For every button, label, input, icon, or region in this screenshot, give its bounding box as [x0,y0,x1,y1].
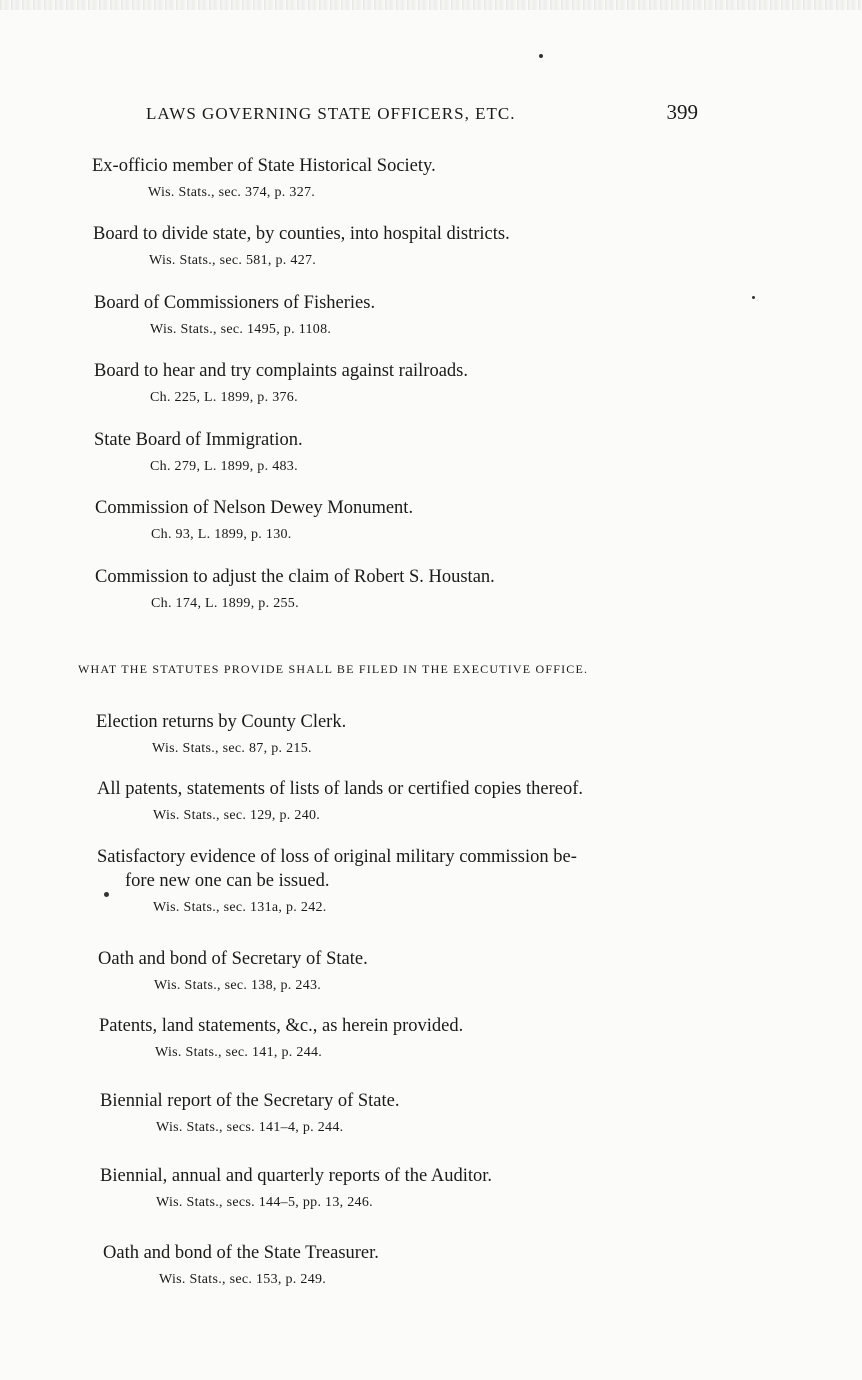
scan-edge-noise [0,0,862,10]
entry-citation: Wis. Stats., sec. 1495, p. 1108. [150,322,332,337]
entry-citation: Wis. Stats., sec. 374, p. 327. [148,185,316,200]
entry-title: Board of Commissioners of Fisheries. [94,293,376,313]
entry-title: Board to hear and try complaints against railroads. [94,361,469,381]
list-item [93,222,510,269]
entry-citation: Wis. Stats., sec. 138, p. 243. [154,978,322,993]
ink-speck [539,54,543,58]
entry-citation: Wis. Stats., sec. 87, p. 215. [152,741,312,756]
list-item [96,710,346,757]
running-title: LAWS GOVERNING STATE OFFICERS, ETC. [146,104,516,123]
entry-citation: Wis. Stats., secs. 144–5, pp. 13, 246. [156,1195,373,1210]
list-item [100,1089,400,1136]
entry-title: Election returns by County Clerk. [96,712,347,732]
list-item [103,1241,379,1288]
entry-title: Oath and bond of Secretary of State. [98,949,368,969]
entry-title: Oath and bond of the State Treasurer. [103,1243,379,1263]
entry-title: Commission to adjust the claim of Robert S. Houstan. [95,567,495,587]
list-item [97,777,583,824]
list-item [99,1014,463,1061]
entry-citation: Wis. Stats., sec. 129, p. 240. [153,808,321,823]
entry-title [97,845,577,893]
list-item [100,1164,492,1211]
list-item [94,359,468,406]
entry-citation: Ch. 174, L. 1899, p. 255. [151,596,299,611]
entry-title: Board to divide state, by counties, into hospital districts. [93,224,510,244]
entry-citation: Wis. Stats., secs. 141–4, p. 244. [156,1120,344,1135]
entry-citation: Wis. Stats., sec. 141, p. 244. [155,1045,323,1060]
list-item [94,291,375,338]
list-item [97,845,577,916]
entry-title: Ex-officio member of State Historical Society. [92,156,436,176]
entry-title: All patents, statements of lists of lands or certified copies thereof. [97,779,584,799]
list-item [95,496,413,543]
entry-citation: Wis. Stats., sec. 153, p. 249. [159,1272,327,1287]
entry-citation: Wis. Stats., sec. 581, p. 427. [149,253,317,268]
entry-title: Biennial, annual and quarterly reports of the Auditor. [100,1166,492,1186]
list-item [92,154,436,201]
page-header [146,98,702,132]
list-item [95,565,495,612]
page-number: 399 [666,100,698,124]
entry-title: Biennial report of the Secretary of State. [100,1091,400,1111]
entry-citation: Ch. 93, L. 1899, p. 130. [151,527,292,542]
list-item [94,428,303,475]
entry-title: State Board of Immigration. [94,430,303,450]
section-heading: WHAT THE STATUTES PROVIDE SHALL BE FILED IN THE EXECUTIVE OFFICE. [78,662,589,676]
entry-citation: Wis. Stats., sec. 131a, p. 242. [153,900,327,915]
entry-title-line: Satisfactory evidence of loss of original military commission be- [97,847,577,867]
entry-title: Patents, land statements, &c., as herein provided. [99,1016,464,1036]
entry-citation: Ch. 279, L. 1899, p. 483. [150,459,298,474]
entry-title-continuation: fore new one can be issued. [125,871,330,891]
entry-title: Commission of Nelson Dewey Monument. [95,498,414,518]
list-item [98,947,368,994]
ink-speck [752,296,755,299]
entry-citation: Ch. 225, L. 1899, p. 376. [150,390,298,405]
